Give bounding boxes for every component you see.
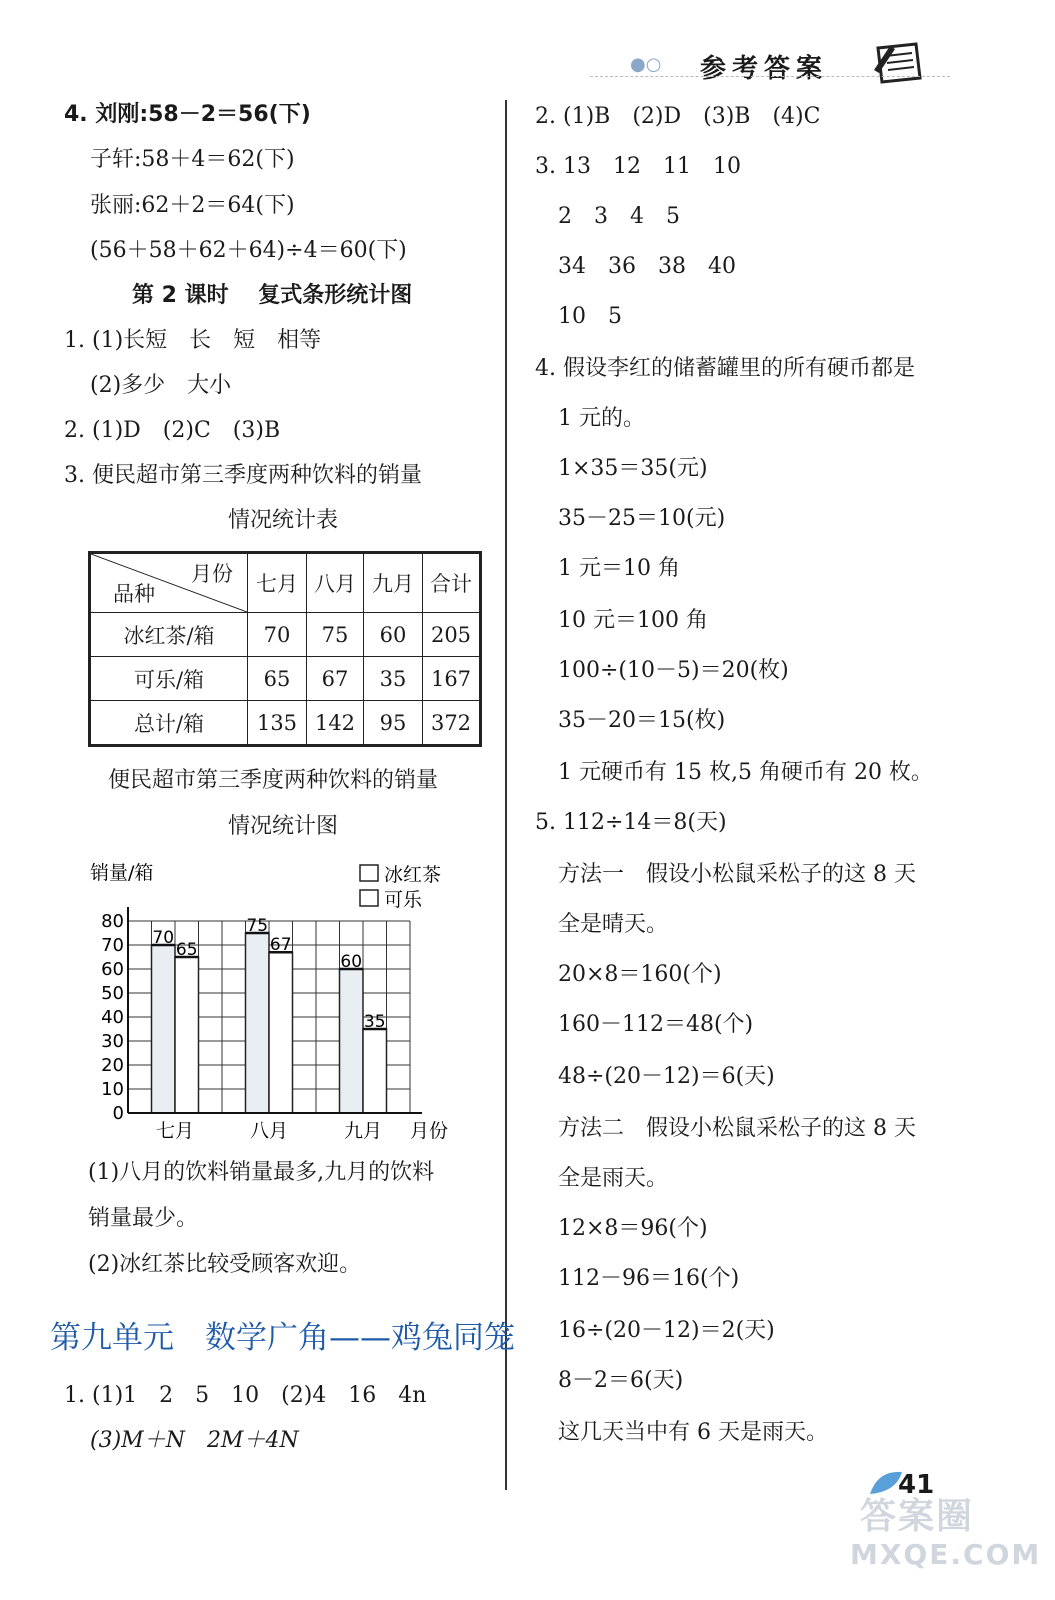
table-cell: 60 [364, 613, 423, 657]
right-line: 1 元＝10 角 [558, 556, 680, 581]
y-tick-label: 20 [101, 1055, 124, 1076]
stats-table [88, 551, 482, 747]
legend-swatch-cola [360, 890, 378, 906]
bar-value-label: 75 [246, 916, 269, 936]
chart-bars [152, 916, 387, 1113]
q4-line-4: (56＋58＋62＋64)÷4＝60(下) [90, 238, 407, 263]
right-line: 5. 112÷14＝8(天) [535, 810, 727, 835]
table-cell: 205 [423, 613, 481, 657]
scroll-pen-icon [870, 40, 930, 86]
q2-line: 2. (1)D (2)C (3)B [64, 418, 281, 443]
header-dots: ●○ [630, 54, 662, 75]
right-line: 3. 13 12 11 10 [535, 154, 741, 179]
table-cell: 75 [307, 613, 364, 657]
right-line: 方法一 假设小松鼠采松子的这 8 天 [558, 862, 916, 887]
right-line: 方法二 假设小松鼠采松子的这 8 天 [558, 1116, 916, 1141]
table-row [90, 657, 481, 701]
y-tick-label: 80 [101, 911, 124, 932]
q3-title-line-2: 情况统计表 [228, 508, 339, 533]
corner-top-label: 月份 [191, 562, 233, 586]
right-line: 这几天当中有 6 天是雨天。 [558, 1420, 828, 1445]
legend-swatch-iced-tea [360, 865, 378, 881]
watermark-text: 答案圈 [860, 1496, 975, 1537]
right-line: 4. 假设李红的储蓄罐里的所有硬币都是 [535, 356, 915, 381]
x-tick-label: 八月 [249, 1120, 289, 1142]
bar-value-label: 65 [175, 940, 198, 960]
table-cell: 95 [364, 701, 423, 746]
page-number: 41 [898, 1470, 935, 1500]
table-header-cell: 七月 [248, 553, 307, 613]
q4-line-1: 4. 刘刚:58－2＝56(下) [64, 102, 311, 127]
table-cell: 142 [307, 701, 364, 746]
table-cell: 135 [248, 701, 307, 746]
watermark-url: MXQE.COM [850, 1538, 1042, 1571]
bar-value-label: 67 [269, 935, 292, 956]
right-line: 2 3 4 5 [558, 204, 680, 229]
table-row-label: 可乐/箱 [90, 657, 248, 701]
answer-1-line-1: (1)八月的饮料销量最多,九月的饮料 [88, 1160, 435, 1185]
table-cell: 167 [423, 657, 481, 701]
table-row-label: 总计/箱 [90, 701, 248, 746]
table-cell: 35 [364, 657, 423, 701]
answer-1-line-2: 销量最少。 [88, 1206, 199, 1231]
x-axis-label: 月份 [410, 1120, 449, 1142]
header-rule [590, 76, 950, 77]
bar-iced-tea-3 [340, 969, 364, 1113]
bar-cola-2 [269, 952, 293, 1113]
right-line: 全是晴天。 [558, 912, 669, 937]
right-line: 16÷(20－12)＝2(天) [558, 1318, 775, 1343]
right-line: 1 元的。 [558, 406, 645, 431]
y-tick-label: 30 [101, 1031, 124, 1052]
table-header-cell: 八月 [307, 553, 364, 613]
y-tick-label: 10 [101, 1079, 124, 1100]
header-title: 参考答案 [700, 54, 829, 84]
right-line: 2. (1)B (2)D (3)B (4)C [535, 104, 821, 129]
unit-q1-line-2: (3)M＋N 2M＋4N [90, 1428, 299, 1453]
right-line: 1 元硬币有 15 枚,5 角硬币有 20 枚。 [558, 760, 933, 785]
right-line: 35－25＝10(元) [558, 506, 726, 531]
chart-title-line-1: 便民超市第三季度两种饮料的销量 [108, 768, 439, 793]
q4-line-3: 张丽:62＋2＝64(下) [90, 193, 295, 218]
corner-bottom-label: 品种 [113, 582, 155, 606]
y-tick-labels [101, 911, 124, 1124]
x-tick-label: 七月 [155, 1120, 195, 1142]
x-tick-label: 九月 [343, 1120, 383, 1142]
page-header [590, 40, 1055, 88]
bar-chart [88, 855, 488, 1145]
x-tick-labels [156, 1120, 382, 1142]
table-row [90, 613, 481, 657]
bar-value-label: 70 [152, 928, 175, 948]
y-axis-label: 销量/箱 [90, 862, 154, 884]
bar-value-label: 60 [340, 952, 363, 972]
right-line: 35－20＝15(枚) [558, 708, 726, 733]
right-line: 8－2＝6(天) [558, 1368, 684, 1393]
right-line: 112－96＝16(个) [558, 1266, 740, 1291]
chart-title-line-2: 情况统计图 [228, 814, 339, 839]
q1-line-1: 1. (1)长短 长 短 相等 [64, 328, 322, 353]
table-cell: 67 [307, 657, 364, 701]
y-tick-label: 60 [101, 959, 124, 980]
legend-label-iced-tea: 冰红茶 [384, 864, 442, 886]
table-header-row [90, 553, 481, 613]
table-cell: 372 [423, 701, 481, 746]
chart-legend [360, 864, 441, 911]
bar-cola-1 [175, 957, 199, 1113]
y-tick-label: 50 [101, 983, 124, 1004]
right-line: 10 5 [558, 304, 622, 329]
unit-title: 第九单元 数学广角——鸡兔同笼 [50, 1320, 515, 1356]
bar-iced-tea-1 [152, 945, 176, 1113]
legend-label-cola: 可乐 [384, 889, 423, 911]
right-line: 12×8＝96(个) [558, 1216, 708, 1241]
q1-line-2: (2)多少 大小 [90, 373, 232, 398]
right-line: 全是雨天。 [558, 1166, 669, 1191]
right-line: 34 36 38 40 [558, 254, 736, 279]
column-divider [505, 100, 507, 1490]
bar-value-label: 35 [363, 1012, 386, 1032]
right-line: 10 元＝100 角 [558, 608, 708, 633]
right-line: 20×8＝160(个) [558, 962, 722, 987]
right-line: 100÷(10－5)＝20(枚) [558, 658, 789, 683]
table-header-cell: 九月 [364, 553, 423, 613]
y-tick-label: 70 [101, 935, 124, 956]
table-cell: 70 [248, 613, 307, 657]
answer-2: (2)冰红茶比较受顾客欢迎。 [88, 1252, 362, 1277]
table-cell: 65 [248, 657, 307, 701]
bar-cola-3 [363, 1029, 387, 1113]
right-line: 48÷(20－12)＝6(天) [558, 1064, 775, 1089]
table-header-cell: 合计 [423, 553, 481, 613]
bar-iced-tea-2 [246, 933, 270, 1113]
table-row-label: 冰红茶/箱 [90, 613, 248, 657]
unit-q1-line-1: 1. (1)1 2 5 10 (2)4 16 4n [64, 1383, 427, 1408]
table-corner-cell [90, 553, 248, 613]
right-line: 1×35＝35(元) [558, 456, 708, 481]
lesson-title: 第 2 课时 复式条形统计图 [132, 283, 413, 308]
y-tick-label: 0 [112, 1103, 124, 1124]
table-row [90, 701, 481, 746]
right-line: 160－112＝48(个) [558, 1012, 754, 1037]
q4-line-2: 子轩:58＋4＝62(下) [90, 147, 295, 172]
y-tick-label: 40 [101, 1007, 124, 1028]
q3-title-line-1: 3. 便民超市第三季度两种饮料的销量 [64, 463, 422, 488]
